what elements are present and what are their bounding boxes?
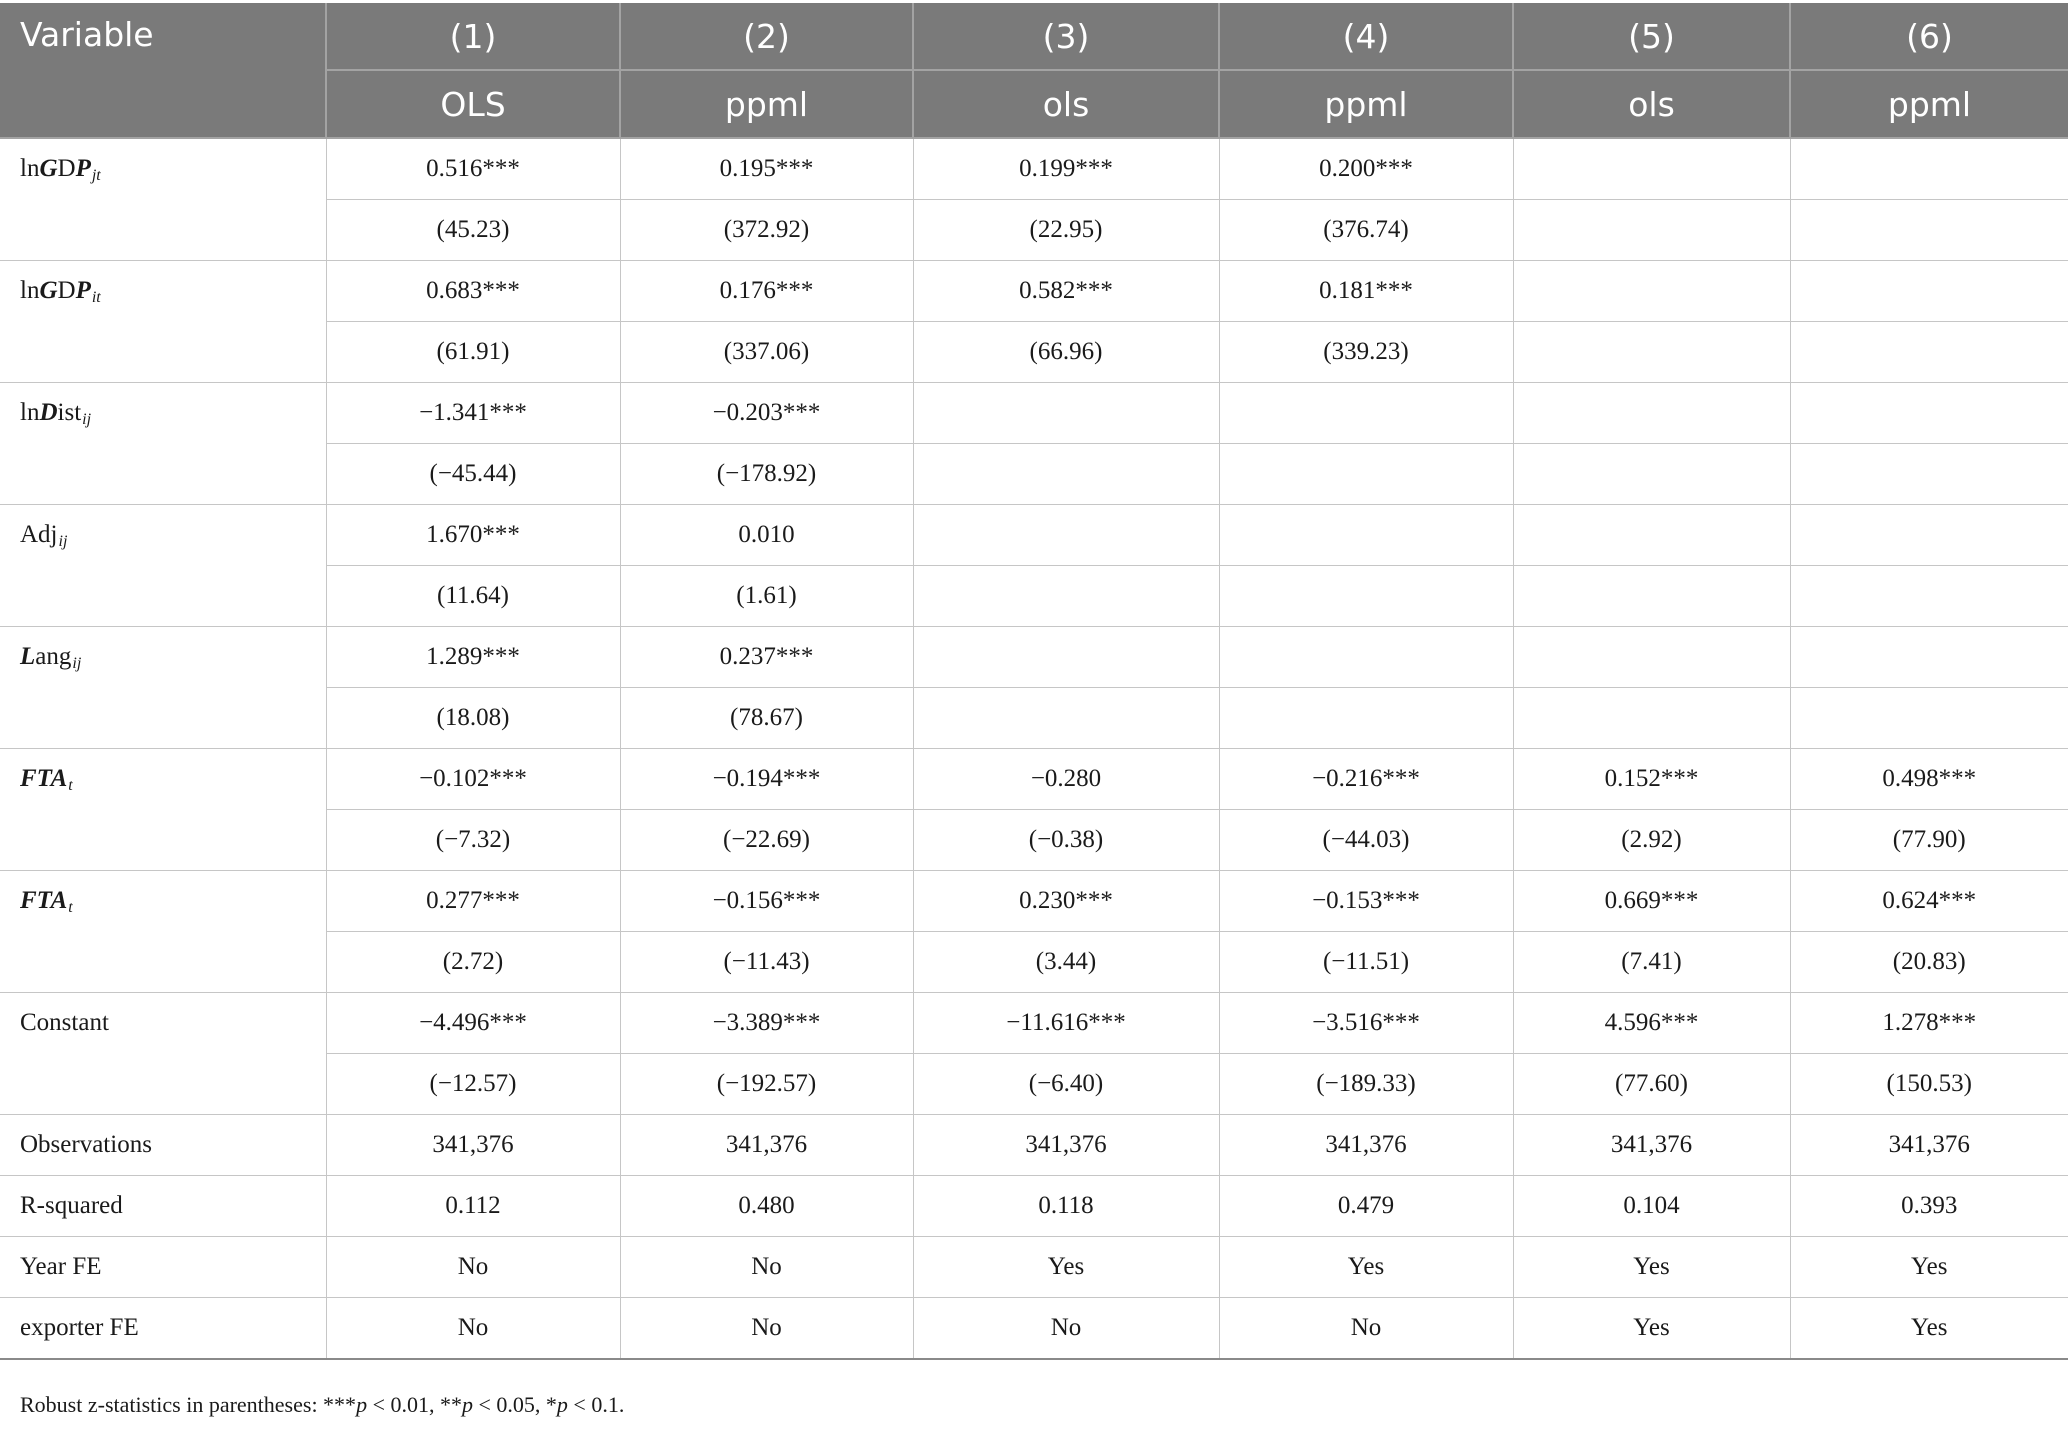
statistic-label: Observations bbox=[0, 1115, 326, 1176]
statistic-row bbox=[0, 1176, 2068, 1237]
statistic-value: Yes bbox=[913, 1237, 1219, 1298]
statistic-row bbox=[0, 1115, 2068, 1176]
statistic-value: Yes bbox=[1513, 1237, 1790, 1298]
coefficient-cell bbox=[1790, 383, 2068, 444]
coefficient-cell bbox=[1790, 627, 2068, 688]
z-statistic-cell bbox=[1219, 688, 1513, 749]
coefficient-cell: −1.341*** bbox=[326, 383, 620, 444]
coefficient-cell: 4.596*** bbox=[1513, 993, 1790, 1054]
variable-name-cell bbox=[0, 261, 326, 383]
coefficient-cell: −0.102*** bbox=[326, 749, 620, 810]
variable-name-middle: ist bbox=[57, 399, 82, 426]
variable-name-subscript: t bbox=[68, 777, 73, 794]
statistic-value: No bbox=[913, 1298, 1219, 1360]
variable-name-prefix: ln bbox=[20, 277, 40, 304]
coefficient-cell: 0.498*** bbox=[1790, 749, 2068, 810]
coefficient-cell: −4.496*** bbox=[326, 993, 620, 1054]
variable-name-cell bbox=[0, 505, 326, 627]
coefficient-cell: 1.289*** bbox=[326, 627, 620, 688]
coefficient-cell: −0.203*** bbox=[620, 383, 913, 444]
coefficient-cell: −0.153*** bbox=[1219, 871, 1513, 932]
z-statistic-cell bbox=[1219, 566, 1513, 627]
z-statistic-cell: (−11.43) bbox=[620, 932, 913, 993]
coefficient-cell bbox=[1513, 627, 1790, 688]
variable-name-subscript: jt bbox=[91, 167, 101, 184]
z-statistic-cell: (77.90) bbox=[1790, 810, 2068, 871]
z-statistic-cell bbox=[1790, 444, 2068, 505]
z-statistic-cell: (−12.57) bbox=[326, 1054, 620, 1115]
z-statistic-cell: (1.61) bbox=[620, 566, 913, 627]
z-statistic-cell: (−189.33) bbox=[1219, 1054, 1513, 1115]
statistic-value: 0.480 bbox=[620, 1176, 913, 1237]
z-statistic-cell: (372.92) bbox=[620, 200, 913, 261]
variable-name-bold-2: P bbox=[75, 155, 91, 182]
coefficient-cell: 0.200*** bbox=[1219, 138, 1513, 200]
statistic-value: 341,376 bbox=[1513, 1115, 1790, 1176]
z-statistic-cell: (66.96) bbox=[913, 322, 1219, 383]
regression-table bbox=[0, 3, 2068, 1360]
z-statistic-cell: (3.44) bbox=[913, 932, 1219, 993]
statistic-row bbox=[0, 1298, 2068, 1360]
statistic-value: 341,376 bbox=[326, 1115, 620, 1176]
coefficient-row bbox=[0, 627, 2068, 688]
variable-name-subscript: it bbox=[91, 289, 101, 306]
coefficient-cell: 0.195*** bbox=[620, 138, 913, 200]
coefficient-cell bbox=[1219, 383, 1513, 444]
coefficient-row bbox=[0, 749, 2068, 810]
variable-name-bold-2: P bbox=[75, 277, 91, 304]
z-statistic-cell: (20.83) bbox=[1790, 932, 2068, 993]
variable-name-bold: FTA bbox=[20, 887, 68, 914]
statistic-value: Yes bbox=[1513, 1298, 1790, 1360]
z-statistic-cell bbox=[913, 444, 1219, 505]
z-statistic-cell: (−0.38) bbox=[913, 810, 1219, 871]
coefficient-cell: 0.010 bbox=[620, 505, 913, 566]
statistic-value: 341,376 bbox=[913, 1115, 1219, 1176]
z-statistic-cell: (22.95) bbox=[913, 200, 1219, 261]
coefficient-cell bbox=[1513, 505, 1790, 566]
statistic-value: Yes bbox=[1790, 1237, 2068, 1298]
variable-name-cell bbox=[0, 627, 326, 749]
column-method-1: OLS bbox=[326, 70, 620, 138]
variable-name-cell bbox=[0, 138, 326, 261]
variable-name-bold: D bbox=[39, 399, 58, 426]
coefficient-cell bbox=[1790, 261, 2068, 322]
coefficient-cell: −0.216*** bbox=[1219, 749, 1513, 810]
column-method-3: ols bbox=[913, 70, 1219, 138]
statistic-value: 0.104 bbox=[1513, 1176, 1790, 1237]
z-statistic-cell: (18.08) bbox=[326, 688, 620, 749]
regression-table-container bbox=[0, 3, 2068, 1360]
statistic-value: 341,376 bbox=[1219, 1115, 1513, 1176]
coefficient-cell: 0.237*** bbox=[620, 627, 913, 688]
coefficient-cell bbox=[913, 383, 1219, 444]
variable-name-bold: L bbox=[20, 643, 36, 670]
statistic-value: No bbox=[620, 1237, 913, 1298]
z-statistic-cell: (−178.92) bbox=[620, 444, 913, 505]
coefficient-cell bbox=[913, 505, 1219, 566]
footnote-prefix: Robust z-statistics in parentheses: *** bbox=[20, 1392, 357, 1417]
coefficient-cell: −11.616*** bbox=[913, 993, 1219, 1054]
z-statistic-cell: (−44.03) bbox=[1219, 810, 1513, 871]
z-statistic-cell: (−7.32) bbox=[326, 810, 620, 871]
coefficient-cell: 0.277*** bbox=[326, 871, 620, 932]
statistic-value: 0.112 bbox=[326, 1176, 620, 1237]
z-statistic-cell: (337.06) bbox=[620, 322, 913, 383]
variable-name-prefix: Constant bbox=[20, 1009, 109, 1036]
column-method-4: ppml bbox=[1219, 70, 1513, 138]
z-statistic-cell: (376.74) bbox=[1219, 200, 1513, 261]
column-number-6: (6) bbox=[1790, 3, 2068, 70]
variable-name-bold: FTA bbox=[20, 765, 68, 792]
coefficient-cell: 0.683*** bbox=[326, 261, 620, 322]
z-statistic-cell: (339.23) bbox=[1219, 322, 1513, 383]
statistic-value: No bbox=[1219, 1298, 1513, 1360]
statistic-value: Yes bbox=[1790, 1298, 2068, 1360]
statistic-label: exporter FE bbox=[0, 1298, 326, 1360]
column-number-5: (5) bbox=[1513, 3, 1790, 70]
z-statistic-cell: (77.60) bbox=[1513, 1054, 1790, 1115]
z-statistic-cell bbox=[1513, 322, 1790, 383]
z-statistic-cell bbox=[1219, 444, 1513, 505]
z-statistic-cell: (78.67) bbox=[620, 688, 913, 749]
z-statistic-cell: (−192.57) bbox=[620, 1054, 913, 1115]
z-statistic-cell: (2.92) bbox=[1513, 810, 1790, 871]
coefficient-cell: 0.181*** bbox=[1219, 261, 1513, 322]
z-statistic-cell: (−11.51) bbox=[1219, 932, 1513, 993]
table-header bbox=[0, 3, 2068, 138]
column-method-2: ppml bbox=[620, 70, 913, 138]
variable-name-subscript: ij bbox=[72, 655, 82, 672]
table-body bbox=[0, 138, 2068, 1359]
z-statistic-cell: (45.23) bbox=[326, 200, 620, 261]
statistic-label: Year FE bbox=[0, 1237, 326, 1298]
z-statistic-cell: (7.41) bbox=[1513, 932, 1790, 993]
coefficient-cell: 0.199*** bbox=[913, 138, 1219, 200]
coefficient-cell bbox=[1219, 505, 1513, 566]
z-statistic-cell bbox=[1513, 688, 1790, 749]
statistic-value: 341,376 bbox=[1790, 1115, 2068, 1176]
z-statistic-cell: (−45.44) bbox=[326, 444, 620, 505]
variable-name-prefix: ln bbox=[20, 399, 40, 426]
variable-name-cell bbox=[0, 383, 326, 505]
z-statistic-cell bbox=[913, 566, 1219, 627]
variable-name-subscript: ij bbox=[82, 411, 92, 428]
coefficient-row bbox=[0, 993, 2068, 1054]
table-footnote bbox=[20, 1392, 624, 1418]
z-statistic-cell: (150.53) bbox=[1790, 1054, 2068, 1115]
z-statistic-cell: (61.91) bbox=[326, 322, 620, 383]
variable-name-bold: G bbox=[39, 155, 58, 182]
variable-name-cell bbox=[0, 749, 326, 871]
z-statistic-cell bbox=[1790, 688, 2068, 749]
statistic-value: No bbox=[326, 1237, 620, 1298]
statistic-row bbox=[0, 1237, 2068, 1298]
z-statistic-cell: (2.72) bbox=[326, 932, 620, 993]
column-number-1: (1) bbox=[326, 3, 620, 70]
footnote-p2: p bbox=[461, 1392, 473, 1417]
z-statistic-cell: (−6.40) bbox=[913, 1054, 1219, 1115]
variable-name-cell bbox=[0, 871, 326, 993]
coefficient-cell bbox=[1513, 138, 1790, 200]
variable-name-middle: D bbox=[57, 277, 76, 304]
coefficient-cell bbox=[1513, 261, 1790, 322]
coefficient-cell: 0.624*** bbox=[1790, 871, 2068, 932]
z-statistic-cell bbox=[1513, 566, 1790, 627]
z-statistic-cell: (−22.69) bbox=[620, 810, 913, 871]
statistic-value: No bbox=[326, 1298, 620, 1360]
coefficient-cell: 0.516*** bbox=[326, 138, 620, 200]
coefficient-cell: 0.230*** bbox=[913, 871, 1219, 932]
column-number-4: (4) bbox=[1219, 3, 1513, 70]
coefficient-row bbox=[0, 871, 2068, 932]
variable-name-prefix: Adj bbox=[20, 521, 58, 548]
footnote-p1: p bbox=[356, 1392, 368, 1417]
coefficient-cell: 0.176*** bbox=[620, 261, 913, 322]
variable-name-prefix: ln bbox=[20, 155, 40, 182]
z-statistic-cell bbox=[1790, 200, 2068, 261]
coefficient-cell bbox=[1513, 383, 1790, 444]
coefficient-cell bbox=[1790, 505, 2068, 566]
coefficient-row bbox=[0, 138, 2068, 200]
coefficient-cell bbox=[913, 627, 1219, 688]
footnote-part1: < 0.01, ** bbox=[367, 1392, 462, 1417]
coefficient-cell: 1.670*** bbox=[326, 505, 620, 566]
statistic-value: 0.393 bbox=[1790, 1176, 2068, 1237]
coefficient-cell: −3.516*** bbox=[1219, 993, 1513, 1054]
z-statistic-cell bbox=[1513, 200, 1790, 261]
coefficient-cell: 0.582*** bbox=[913, 261, 1219, 322]
statistic-value: 0.479 bbox=[1219, 1176, 1513, 1237]
coefficient-cell: −3.389*** bbox=[620, 993, 913, 1054]
column-method-6: ppml bbox=[1790, 70, 2068, 138]
coefficient-cell: −0.194*** bbox=[620, 749, 913, 810]
statistic-value: 0.118 bbox=[913, 1176, 1219, 1237]
column-number-2: (2) bbox=[620, 3, 913, 70]
variable-name-bold: G bbox=[39, 277, 58, 304]
z-statistic-cell bbox=[1513, 444, 1790, 505]
variable-name-subscript: t bbox=[68, 899, 73, 916]
statistic-label: R-squared bbox=[0, 1176, 326, 1237]
variable-name-middle: ang bbox=[35, 643, 72, 670]
header-row-numbers bbox=[0, 3, 2068, 70]
footnote-p3: p bbox=[556, 1392, 568, 1417]
coefficient-row bbox=[0, 261, 2068, 322]
variable-name-subscript: ij bbox=[58, 533, 68, 550]
z-statistic-cell bbox=[913, 688, 1219, 749]
variable-name-middle: D bbox=[57, 155, 76, 182]
footnote-part2: < 0.05, * bbox=[472, 1392, 557, 1417]
column-method-5: ols bbox=[1513, 70, 1790, 138]
column-number-3: (3) bbox=[913, 3, 1219, 70]
variable-header: Variable bbox=[0, 3, 326, 138]
coefficient-cell: −0.280 bbox=[913, 749, 1219, 810]
z-statistic-cell: (11.64) bbox=[326, 566, 620, 627]
statistic-value: No bbox=[620, 1298, 913, 1360]
coefficient-cell: 0.669*** bbox=[1513, 871, 1790, 932]
coefficient-cell bbox=[1790, 138, 2068, 200]
z-statistic-cell bbox=[1790, 322, 2068, 383]
variable-name-cell bbox=[0, 993, 326, 1115]
coefficient-cell: −0.156*** bbox=[620, 871, 913, 932]
coefficient-cell bbox=[1219, 627, 1513, 688]
statistic-value: Yes bbox=[1219, 1237, 1513, 1298]
coefficient-row bbox=[0, 383, 2068, 444]
statistic-value: 341,376 bbox=[620, 1115, 913, 1176]
z-statistic-cell bbox=[1790, 566, 2068, 627]
coefficient-cell: 0.152*** bbox=[1513, 749, 1790, 810]
footnote-part3: < 0.1. bbox=[567, 1392, 625, 1417]
coefficient-cell: 1.278*** bbox=[1790, 993, 2068, 1054]
coefficient-row bbox=[0, 505, 2068, 566]
